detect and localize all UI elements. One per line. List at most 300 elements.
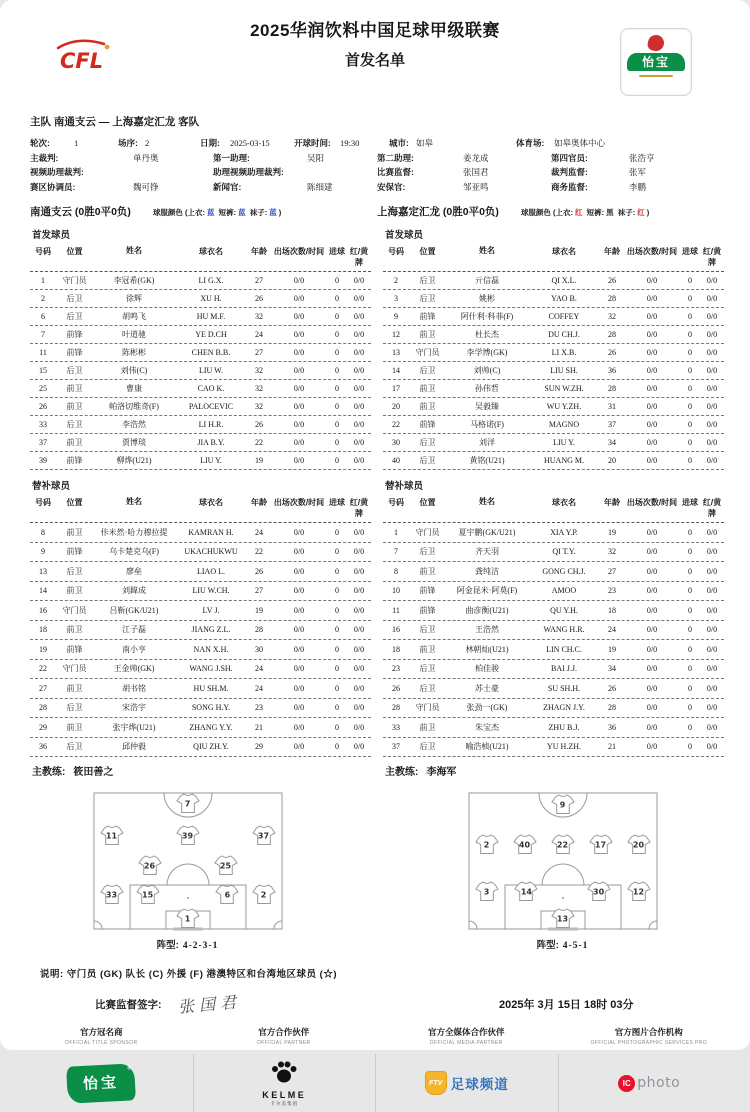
football-channel-logo (425, 1071, 509, 1095)
player-row (383, 660, 724, 680)
player-cell: 后卫 (66, 312, 83, 321)
info-value: 1 (74, 138, 79, 149)
player-cell: HUANG M. (544, 456, 584, 465)
kit-shirt-color: 蓝 (207, 208, 215, 217)
player-cell: WANG H.R. (543, 625, 585, 635)
player-cell: 9 (394, 312, 398, 321)
player-cell: 后卫 (419, 294, 436, 303)
signature-row (0, 992, 750, 1018)
player-cell: 0/0 (293, 664, 305, 674)
rosters (0, 219, 750, 778)
player-cell: 0/0 (646, 420, 658, 429)
home-coach-name: 筱田善之 (73, 767, 114, 778)
sponsor-logo-area (193, 1054, 376, 1112)
player-cell: 刘鍏成 (122, 586, 146, 596)
player-cell: 23 (608, 586, 616, 596)
player-cell: 0/0 (353, 330, 365, 339)
player-jersey (214, 855, 238, 876)
player-cell: 前卫 (66, 722, 83, 732)
player-cell: 0/0 (293, 586, 305, 596)
info-label: 比赛监督: (377, 167, 414, 178)
player-cell: 守门员 (415, 348, 440, 357)
player-cell: 0/0 (706, 348, 718, 357)
player-cell: 7 (41, 330, 45, 339)
player-cell: 0 (688, 586, 692, 596)
coach-label: 主教练: (32, 767, 66, 778)
player-cell: 1 (41, 276, 45, 285)
info-label: 第四官员: (551, 152, 588, 163)
player-cell: 0/0 (646, 438, 658, 447)
player-cell: 18 (392, 644, 400, 654)
column-header: 出场次数/时间 (273, 498, 325, 507)
player-jersey (215, 884, 239, 905)
player-cell: 0/0 (353, 348, 365, 357)
player-cell: 0 (688, 664, 692, 674)
player-cell: 林朝灿(U21) (465, 644, 509, 654)
info-value: 2 (145, 138, 150, 149)
kit-label: 球服颜色 (上衣: (152, 208, 206, 217)
player-cell: QI T.Y. (552, 547, 576, 557)
coach-label: 主教练: (385, 767, 419, 778)
player-cell: 26 (608, 276, 616, 285)
player-cell: 前锋 (419, 312, 436, 321)
player-cell: LI X.B. (551, 348, 577, 357)
column-header: 红/黄牌 (349, 498, 369, 518)
player-cell: 0 (335, 586, 339, 596)
player-cell: CHEN B.B. (191, 348, 231, 357)
player-cell: AMOO (551, 586, 577, 596)
info-label: 场序: (118, 138, 138, 149)
player-cell: LIU W.CH. (192, 586, 230, 596)
away-roster (383, 219, 724, 778)
player-cell: 前锋 (66, 644, 83, 654)
formation-diagrams (0, 792, 750, 951)
player-cell: 前卫 (419, 644, 436, 654)
column-header: 号码 (388, 247, 404, 256)
player-cell: 0/0 (646, 664, 658, 674)
player-cell: 前卫 (66, 625, 83, 635)
player-cell: 0/0 (293, 683, 305, 693)
player-row (383, 582, 724, 602)
player-cell: 25 (39, 384, 47, 393)
supervisor-signature-label: 比赛监督签字: (95, 999, 162, 1011)
player-cell: 0 (688, 605, 692, 615)
player-row (383, 738, 724, 758)
jersey-number: 2 (260, 890, 267, 900)
away-kit-colors (521, 207, 651, 218)
player-cell: 张劲一(GK) (466, 703, 508, 713)
player-cell: 夏宇鹏(GK/U21) (458, 527, 516, 537)
player-cell: 0/0 (646, 294, 658, 303)
player-cell: QIU ZH.Y. (193, 742, 229, 752)
player-cell: LIU Y. (553, 438, 575, 447)
football-channel-text: 足球频道 (450, 1077, 509, 1092)
home-team-name: 南通支云 (0胜0平0负) (30, 206, 131, 218)
player-cell: 22 (255, 438, 263, 447)
player-cell: 前锋 (66, 547, 83, 557)
player-cell: 0 (335, 664, 339, 674)
column-header: 年龄 (251, 247, 267, 256)
player-cell: 0 (688, 644, 692, 654)
player-cell: WU Y.ZH. (546, 402, 582, 411)
yibao-wordmark: 怡宝 (627, 53, 685, 71)
player-row (383, 562, 724, 582)
player-row (383, 523, 724, 543)
player-cell: 0/0 (293, 294, 305, 303)
player-cell: 15 (39, 366, 47, 375)
player-cell: 16 (39, 605, 47, 615)
player-cell: 26 (39, 402, 47, 411)
player-cell: 0/0 (293, 402, 305, 411)
player-cell: 0/0 (646, 402, 658, 411)
player-jersey (551, 834, 575, 855)
player-cell: 0/0 (706, 547, 718, 557)
player-jersey (514, 881, 538, 902)
player-row (30, 398, 371, 416)
player-cell: 0/0 (706, 456, 718, 465)
player-cell: LV J. (202, 605, 220, 615)
player-cell: 19 (255, 605, 263, 615)
info-label: 安保官: (377, 181, 406, 192)
jersey-number: 40 (518, 840, 531, 850)
player-cell: 0 (335, 384, 339, 393)
player-cell: HU M.F. (196, 312, 226, 321)
player-cell: 阿金昆米·阿莫(F) (456, 586, 518, 596)
player-cell: 0 (335, 527, 339, 537)
player-row (383, 272, 724, 290)
kit-label: ) (278, 208, 282, 217)
player-cell: 0/0 (353, 703, 365, 713)
ftv-shield-icon: FTV (425, 1071, 447, 1095)
jersey-number: 9 (559, 800, 566, 810)
player-cell: 37 (392, 742, 400, 752)
player-cell: 后卫 (419, 742, 436, 752)
player-cell: 40 (392, 456, 400, 465)
player-cell: 0/0 (353, 438, 365, 447)
player-cell: 22 (39, 664, 47, 674)
player-cell: 黄铭(U21) (469, 455, 505, 465)
away-coach-line (385, 763, 724, 778)
player-cell: 21 (255, 722, 263, 732)
column-header: 年龄 (251, 498, 267, 507)
player-cell: 前锋 (66, 456, 83, 465)
player-cell: 0/0 (293, 644, 305, 654)
player-row (30, 582, 371, 602)
player-cell: 36 (39, 742, 47, 752)
sponsor-label-zh: 官方图片合作机构 (614, 1027, 683, 1037)
player-cell: 26 (392, 683, 400, 693)
sponsor-label-zh: 官方合作伙伴 (258, 1027, 310, 1037)
sponsor-label-en: OFFICIAL MEDIA PARTNER (429, 1040, 503, 1046)
column-header: 红/黄牌 (702, 247, 722, 267)
player-cell: 0 (688, 527, 692, 537)
player-cell: 0/0 (353, 294, 365, 303)
player-cell: 0/0 (706, 330, 718, 339)
player-cell: 0/0 (293, 742, 305, 752)
player-cell: 11 (392, 605, 400, 615)
player-cell: 0/0 (706, 384, 718, 393)
away-pitch-diagram (468, 792, 658, 930)
player-jersey (587, 881, 611, 902)
player-cell: GONG CH.J. (542, 566, 586, 576)
player-jersey (176, 793, 200, 814)
player-cell: 前锋 (419, 420, 436, 429)
player-cell: 28 (608, 384, 616, 393)
sponsor-media-partner (375, 1026, 558, 1112)
player-cell: YE D.CH (195, 330, 227, 339)
player-cell: 后卫 (419, 683, 436, 693)
player-cell: 0/0 (353, 547, 365, 557)
player-cell: 刘伟(C) (120, 365, 148, 375)
jersey-number: 22 (556, 840, 569, 850)
away-subs-label: 替补球员 (385, 481, 424, 492)
player-cell: 0/0 (293, 527, 305, 537)
player-row (30, 326, 371, 344)
info-value: 张国君 (463, 167, 489, 178)
player-cell: 0/0 (353, 527, 365, 537)
player-cell: 6 (41, 312, 45, 321)
yibao-logo (66, 1063, 136, 1104)
info-value: 如皋 (416, 138, 434, 149)
ic-circle-icon: IC (618, 1075, 635, 1092)
player-cell: 朱宝杰 (475, 722, 499, 732)
info-label: 第一助理: (213, 152, 250, 163)
column-header: 年龄 (604, 247, 620, 256)
player-cell: LIU W. (199, 366, 223, 375)
player-cell: 0/0 (706, 742, 718, 752)
player-cell: 齐天羽 (475, 547, 499, 557)
home-pitch-diagram (93, 792, 283, 930)
player-row (30, 660, 371, 680)
player-row (30, 640, 371, 660)
player-cell: 0/0 (353, 276, 365, 285)
player-jersey (176, 824, 200, 845)
player-cell: 19 (608, 644, 616, 654)
jersey-number: 2 (483, 840, 490, 850)
player-cell: 0/0 (353, 366, 365, 375)
player-cell: 0/0 (353, 456, 365, 465)
player-cell: 0 (335, 605, 339, 615)
player-jersey (252, 824, 276, 845)
player-row (383, 308, 724, 326)
player-cell: 苏士豪 (475, 683, 499, 693)
column-header: 球衣名 (552, 247, 576, 256)
home-starters-header-row (30, 244, 371, 272)
player-row (383, 718, 724, 738)
player-cell: 孙伟哲 (475, 383, 499, 393)
player-row (30, 562, 371, 582)
player-cell: 0/0 (646, 566, 658, 576)
player-cell: 8 (394, 566, 398, 576)
player-cell: 0/0 (706, 276, 718, 285)
player-cell: 廖垒 (126, 566, 142, 576)
player-cell: 36 (608, 366, 616, 375)
info-value: 姜龙成 (463, 152, 489, 163)
player-jersey (100, 824, 124, 845)
player-jersey (551, 907, 575, 928)
player-cell: 贾博琰 (122, 437, 146, 447)
jersey-number: 37 (257, 831, 270, 841)
player-cell: 0 (688, 625, 692, 635)
player-cell: 李冠希(GK) (113, 275, 155, 285)
player-cell: HU SH.M. (193, 683, 229, 693)
player-cell: 南小亨 (122, 644, 146, 654)
player-cell: 2 (41, 294, 45, 303)
player-row (30, 738, 371, 758)
player-cell: 30 (255, 644, 263, 654)
player-cell: 34 (608, 438, 616, 447)
sponsor-logo-area (558, 1054, 741, 1112)
player-row (383, 452, 724, 470)
yibao-drop-icon (647, 34, 666, 53)
info-value: 李鹏 (629, 181, 647, 192)
supervisor-signature: 张国君 (177, 994, 242, 1017)
column-header: 位置 (419, 247, 436, 256)
player-cell: 0/0 (353, 644, 365, 654)
column-header: 红/黄牌 (702, 498, 722, 518)
player-cell: 后卫 (66, 742, 83, 752)
jersey-number: 14 (520, 887, 532, 897)
player-cell: 喻浩桢(U21) (465, 742, 509, 752)
player-cell: 0/0 (706, 625, 718, 635)
column-header: 球衣名 (552, 498, 576, 507)
player-row (383, 699, 724, 719)
home-formation (0, 792, 375, 951)
info-value: 张军 (629, 167, 647, 178)
column-header: 进球 (682, 247, 698, 256)
svg-text:CFL: CFL (60, 49, 104, 73)
jersey-number: 26 (143, 861, 156, 871)
player-cell: 0/0 (706, 586, 718, 596)
player-cell: 0/0 (353, 402, 365, 411)
player-row (383, 640, 724, 660)
column-header: 球衣名 (199, 247, 223, 256)
column-header: 位置 (66, 498, 83, 507)
player-cell: 柏佳骏 (475, 664, 499, 674)
player-cell: 柳烨(U21) (116, 455, 152, 465)
jersey-number: 12 (632, 887, 645, 897)
jersey-number: 33 (105, 890, 118, 900)
info-row (30, 136, 720, 151)
sponsor-label-en: OFFICIAL PHOTOGRAPHIC SERVICES PRO (590, 1040, 708, 1046)
team-kit-row (0, 204, 750, 219)
player-cell: 后卫 (66, 294, 83, 303)
player-cell: 后卫 (419, 625, 436, 635)
player-cell: 后卫 (419, 438, 436, 447)
player-row (30, 601, 371, 621)
yibao-logo-text: 怡宝 (82, 1073, 120, 1093)
player-cell: 0/0 (293, 384, 305, 393)
kit-shorts-color: 黑 (606, 208, 614, 217)
sponsor-logo-area (375, 1054, 558, 1112)
player-cell: 23 (255, 703, 263, 713)
player-row (383, 621, 724, 641)
cfl-logo-icon (52, 34, 114, 78)
column-header: 红/黄牌 (349, 247, 369, 267)
home-subs-header-row (30, 495, 371, 523)
player-cell: 0/0 (353, 722, 365, 732)
player-cell: SONG H.Y. (191, 703, 231, 713)
player-cell: 0 (688, 330, 692, 339)
player-cell: 0/0 (646, 547, 658, 557)
info-row (30, 180, 720, 195)
player-cell: 0 (688, 294, 692, 303)
player-cell: 邱仲毅 (122, 742, 146, 752)
player-cell: 20 (392, 402, 400, 411)
jersey-number: 39 (181, 831, 194, 841)
player-cell: 江子磊 (122, 625, 146, 635)
player-cell: 张宇烨(U21) (112, 722, 156, 732)
player-row (30, 452, 371, 470)
player-jersey (138, 855, 162, 876)
info-label: 城市: (389, 138, 409, 149)
player-cell: 0/0 (706, 402, 718, 411)
player-row (30, 416, 371, 434)
kit-socks-color: 蓝 (269, 208, 277, 217)
player-cell: ZHAGN J.Y. (543, 703, 585, 713)
kit-label: 袜子: (617, 208, 636, 217)
player-cell: 0 (335, 625, 339, 635)
info-label: 开球时间: (294, 138, 331, 149)
player-cell: 后卫 (66, 366, 83, 375)
player-jersey (627, 834, 651, 855)
home-kit-colors (153, 207, 283, 218)
home-roster (30, 219, 371, 778)
player-row (30, 718, 371, 738)
player-cell: 0/0 (293, 547, 305, 557)
player-cell: QI X.L. (551, 276, 577, 285)
player-cell: 26 (608, 348, 616, 357)
sponsor-footer (0, 1026, 750, 1112)
info-label: 日期: (200, 138, 220, 149)
column-header: 位置 (419, 498, 436, 507)
player-cell: 22 (392, 420, 400, 429)
player-row (30, 621, 371, 641)
player-cell: 0 (688, 547, 692, 557)
player-cell: 0/0 (706, 566, 718, 576)
player-cell: 20 (608, 456, 616, 465)
player-cell: 0/0 (646, 384, 658, 393)
player-row (30, 344, 371, 362)
kit-label: 袜子: (249, 208, 268, 217)
player-cell: 刘洋 (479, 437, 495, 447)
player-cell: 0/0 (646, 742, 658, 752)
player-cell: CAO K. (197, 384, 225, 393)
player-cell: XIA Y.P. (550, 527, 578, 537)
player-cell: 0 (335, 348, 339, 357)
player-cell: 0/0 (353, 420, 365, 429)
column-header: 号码 (388, 498, 404, 507)
player-cell: 吴毅臻 (475, 401, 499, 411)
player-jersey (176, 907, 200, 928)
player-cell: 前锋 (66, 348, 83, 357)
player-cell: 0/0 (706, 683, 718, 693)
player-cell: 守门员 (62, 276, 87, 285)
player-cell: 后卫 (419, 366, 436, 375)
player-cell: 0/0 (353, 586, 365, 596)
player-cell: ZHANG Y.Y. (189, 722, 233, 732)
player-cell: 李浩然 (122, 419, 146, 429)
info-row (30, 165, 720, 180)
away-starters-table (383, 272, 724, 470)
home-starters-label: 首发球员 (32, 230, 71, 241)
player-cell: 阿什利·科菲(F) (460, 311, 514, 321)
player-cell: 帕洛切维奇(F) (109, 401, 159, 411)
column-header: 进球 (682, 498, 698, 507)
info-value: 魏可铮 (133, 181, 159, 192)
player-cell: 0/0 (293, 276, 305, 285)
player-cell: 前锋 (66, 330, 83, 339)
